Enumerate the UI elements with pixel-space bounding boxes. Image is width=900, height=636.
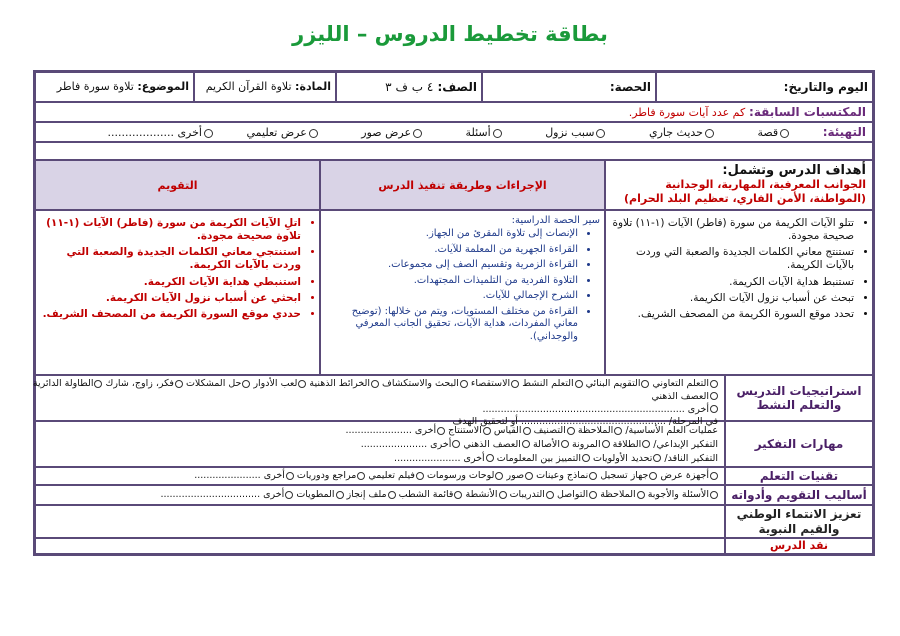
objectives-cell <box>604 211 872 374</box>
radio-icon <box>710 392 718 400</box>
prior-value: كم عدد آيات سورة فاطر. <box>628 106 746 119</box>
radio-icon <box>525 472 533 480</box>
grade-label: الصف: <box>437 80 477 94</box>
assessment-option[interactable]: الأسئلة والأجوبة <box>648 489 718 500</box>
radio-icon <box>357 472 365 480</box>
thinking-category: التفكير الإبداعي/ <box>653 438 718 450</box>
radio-icon <box>298 380 306 388</box>
warmup-option-images[interactable]: عرض صور <box>361 126 422 139</box>
assessment-label: أساليب التقويم وأدواته <box>724 486 872 504</box>
thinking-category: التفكير الناقد/ <box>664 452 718 464</box>
radio-icon <box>637 491 645 499</box>
procedure-item: • التلاوة الفردية من التلميذات المجتهدات. <box>325 275 578 288</box>
warmup-label: التهيئة: <box>822 125 866 139</box>
radio-icon <box>416 472 424 480</box>
radio-icon <box>710 380 718 388</box>
radio-icon <box>653 454 661 462</box>
evaluation-cell <box>36 211 319 374</box>
radio-icon <box>499 491 507 499</box>
assessment-option[interactable]: ملف إنجاز <box>347 489 396 500</box>
warmup-option-video[interactable]: عرض تعليمي <box>246 126 317 139</box>
evaluation-item: • استنتجي معاني الكلمات الجديدة والصعبة التي وردت بالآيات الكريمة. <box>40 246 301 272</box>
radio-icon <box>523 427 531 435</box>
radio-icon <box>710 491 718 499</box>
radio-icon <box>285 491 293 499</box>
thinking-body <box>36 422 724 466</box>
thinking-option[interactable]: العصف الذهني <box>463 439 530 450</box>
national-body <box>36 506 724 537</box>
objective-item: • تتلو الآيات الكريمة من سورة (فاطر) الآيات (١-١١) تلاوة صحيحة مجودة. <box>610 217 854 243</box>
radio-icon <box>309 129 318 138</box>
objective-item: • تبحث عن أسباب نزول الآيات الكريمة. <box>610 292 854 305</box>
radio-icon <box>561 440 569 448</box>
radio-icon <box>614 427 622 435</box>
tech-option[interactable]: نماذج وعينات <box>536 470 597 481</box>
strategy-option[interactable]: التعلم النشط <box>522 378 582 389</box>
thinking-option[interactable]: الطلاقة <box>613 439 651 450</box>
tech-option[interactable]: لوحات ورسومات <box>427 470 504 481</box>
radio-icon <box>175 380 183 388</box>
tech-row <box>36 468 872 486</box>
subject-value: تلاوة القرآن الكريم <box>205 80 292 93</box>
critique-label: نقد الدرس <box>724 539 872 553</box>
radio-icon <box>511 380 519 388</box>
radio-icon <box>242 380 250 388</box>
procedures-header: الإجراءات وطريقة تنفيذ الدرس <box>319 161 604 209</box>
assessment-option[interactable]: قائمة الشطب <box>399 489 463 500</box>
radio-icon <box>582 454 590 462</box>
strategy-option[interactable]: فكر، زاوج، شارك <box>106 378 183 389</box>
radio-icon <box>204 129 213 138</box>
tech-label: تقنيات التعلم <box>724 468 872 484</box>
radio-icon <box>596 129 605 138</box>
period-label: الحصة: <box>609 80 651 94</box>
strategy-option[interactable]: التعلم التعاوني <box>653 378 719 389</box>
thinking-option[interactable]: القياس <box>494 425 531 436</box>
assessment-option[interactable]: أخرى ................................. <box>160 489 293 500</box>
objectives-title: أهداف الدرس وتشمل: <box>722 163 866 178</box>
main-content-row <box>36 211 872 376</box>
thinking-option[interactable]: أخرى ...................... <box>345 425 445 436</box>
thinking-row <box>36 422 872 468</box>
radio-icon <box>371 380 379 388</box>
assessment-option[interactable]: التواصل <box>557 489 597 500</box>
tech-option[interactable]: جهاز تسجيل <box>600 470 657 481</box>
tech-body <box>36 468 724 484</box>
strategy-stage-line: في المرحلة/ ................................................ أو لتحقيق الهدف <box>452 416 718 428</box>
radio-icon <box>546 491 554 499</box>
radio-icon <box>589 491 597 499</box>
radio-icon <box>780 129 789 138</box>
radio-icon <box>567 427 575 435</box>
critique-body <box>36 539 724 553</box>
tech-option[interactable]: مراجع ودوريات <box>297 470 365 481</box>
critique-row <box>36 539 872 553</box>
thinking-option[interactable]: الأصالة <box>533 439 569 450</box>
strategy-option[interactable]: لعب الأدوار <box>253 378 306 389</box>
tech-option[interactable]: فيلم تعليمي <box>368 470 424 481</box>
grade-value: ٤ ب ف ٣ <box>385 80 434 94</box>
thinking-option[interactable]: أخرى ...................... <box>361 439 461 450</box>
strategy-option[interactable]: أخرى ................................................................... <box>482 404 718 415</box>
strategy-option[interactable]: الاستقصاء <box>471 378 519 389</box>
radio-icon <box>649 472 657 480</box>
radio-icon <box>486 454 494 462</box>
radio-icon <box>602 440 610 448</box>
objective-item: • تحدد موقع السورة الكريمة من المصحف الشريف. <box>610 308 854 321</box>
procedures-cell <box>319 211 604 374</box>
warmup-option-story[interactable]: قصة <box>757 126 789 139</box>
radio-icon <box>495 472 503 480</box>
radio-icon <box>589 472 597 480</box>
strategy-option[interactable]: الطاولة الدائرية <box>33 378 103 389</box>
assessment-option[interactable]: المطويات <box>296 489 343 500</box>
radio-icon <box>705 129 714 138</box>
evaluation-header: التقويم <box>36 161 319 209</box>
thinking-category: عمليات العلم الأساسية/ <box>625 425 718 436</box>
procedures-intro: سير الحصة الدراسية: <box>511 215 600 226</box>
national-row <box>36 506 872 539</box>
radio-icon <box>388 491 396 499</box>
subject-cell <box>193 73 335 101</box>
tech-option[interactable]: صور <box>506 470 533 481</box>
radio-icon <box>94 380 102 388</box>
radio-icon <box>642 440 650 448</box>
topic-label: الموضوع: <box>137 80 189 93</box>
radio-icon <box>710 405 718 413</box>
evaluation-item: • اتلِ الآيات الكريمة من سورة (فاطر) الآيات (١-١١) تلاوة صحيحة مجودة. <box>40 217 301 243</box>
objective-item: • تستنتج معاني الكلمات الجديدة والصعبة التي وردت بالآيات الكريمة. <box>610 246 854 272</box>
strategies-label: استراتيجيات التدريس والتعلم النشط <box>724 376 872 420</box>
lesson-plan-card <box>33 70 875 556</box>
subject-label: المادة: <box>295 80 331 93</box>
day-date-label: اليوم والتاريخ: <box>783 80 868 94</box>
strategies-row <box>32 376 872 428</box>
header-row <box>36 73 872 103</box>
prior-row <box>36 103 872 123</box>
radio-icon <box>483 427 491 435</box>
warmup-option-questions[interactable]: أسئلة <box>466 126 502 139</box>
procedure-item: • القراءة من مختلف المستويات، ويتم من خلالها: (توضيح معاني المفردات، هداية الآيات، تحقيق الجانب المعرفي والوجداني). <box>325 306 578 344</box>
strategy-option[interactable]: الخرائط الذهنية <box>309 378 379 389</box>
columns-header-row <box>36 161 872 211</box>
radio-icon <box>641 380 649 388</box>
radio-icon <box>460 380 468 388</box>
warmup-option-reason[interactable]: سبب نزول <box>545 126 605 139</box>
strategy-option[interactable]: العصف الذهني <box>651 391 718 402</box>
thinking-option[interactable]: المرونة <box>572 439 610 450</box>
assessment-row <box>36 486 872 506</box>
day-date-cell <box>655 73 872 101</box>
procedure-item: • القراءة الزمرية وتقسيم الصف إلى مجموعات. <box>325 259 578 272</box>
thinking-option[interactable]: التمييز بين المعلومات <box>497 453 590 464</box>
topic-value: تلاوة سورة فاطر <box>56 80 134 93</box>
procedure-item: • الإنصات إلى تلاوة المقرئ من الجهاز. <box>325 228 578 241</box>
tech-option[interactable]: أخرى ...................... <box>194 470 294 481</box>
procedure-item: • الشرح الإجمالي للآيات. <box>325 290 578 303</box>
radio-icon <box>493 129 502 138</box>
topic-cell <box>36 73 193 101</box>
objective-item: • تستنبط هداية الآيات الكريمة. <box>610 276 854 289</box>
procedure-item: • القراءة الجهرية من المعلمة للآيات. <box>325 244 578 257</box>
warmup-option-hadith[interactable]: حديث جاري <box>649 126 714 139</box>
radio-icon <box>452 440 460 448</box>
evaluation-item: • ابحثي عن أسباب نزول الآيات الكريمة. <box>40 292 301 305</box>
thinking-option[interactable]: تحديد الأولويات <box>593 453 661 464</box>
tech-option[interactable]: أجهزة عرض <box>660 470 718 481</box>
radio-icon <box>710 472 718 480</box>
radio-icon <box>437 427 445 435</box>
assessment-body <box>36 486 724 504</box>
spacer-row <box>36 143 872 161</box>
radio-icon <box>286 472 294 480</box>
national-label: تعزيز الانتماء الوطني والقيم النبوية <box>724 506 872 537</box>
assessment-option[interactable]: الأنشطة <box>465 489 506 500</box>
thinking-option[interactable]: التصنيف <box>534 425 575 436</box>
warmup-option-other[interactable]: أخرى ................... <box>108 126 213 139</box>
objectives-subtitle: الجوانب المعرفية، المهارية، الوجدانية (المواطنة، الأمن الفاري، تعظيم البلد الحرام) <box>624 178 866 206</box>
objectives-header <box>604 161 872 209</box>
thinking-option[interactable]: أخرى ...................... <box>394 453 494 464</box>
thinking-label: مهارات التفكير <box>724 422 872 466</box>
page-title: بطاقة تخطيط الدروس – الليزر <box>292 22 608 46</box>
radio-icon <box>454 491 462 499</box>
strategies-body <box>32 376 724 428</box>
prior-label: المكتسبات السابقة: <box>749 105 866 119</box>
assessment-option[interactable]: التدريبات <box>510 489 554 500</box>
radio-icon <box>336 491 344 499</box>
evaluation-item: • حددي موقع السورة الكريمة من المصحف الشريف. <box>40 308 301 321</box>
radio-icon <box>522 440 530 448</box>
strategy-option[interactable]: حل المشكلات <box>186 378 250 389</box>
assessment-option[interactable]: الملاحظة <box>600 489 644 500</box>
thinking-option[interactable]: الاستنتاج <box>448 425 491 436</box>
strategy-option[interactable]: التقويم البنائي <box>586 378 650 389</box>
strategy-option[interactable]: البحث والاستكشاف <box>382 378 468 389</box>
evaluation-item: • استنبطي هداية الآيات الكريمة. <box>40 276 301 289</box>
period-cell <box>481 73 655 101</box>
radio-icon <box>575 380 583 388</box>
grade-cell <box>335 73 481 101</box>
radio-icon <box>413 129 422 138</box>
thinking-option[interactable]: الملاحظة <box>578 425 622 436</box>
warmup-row <box>36 123 872 143</box>
